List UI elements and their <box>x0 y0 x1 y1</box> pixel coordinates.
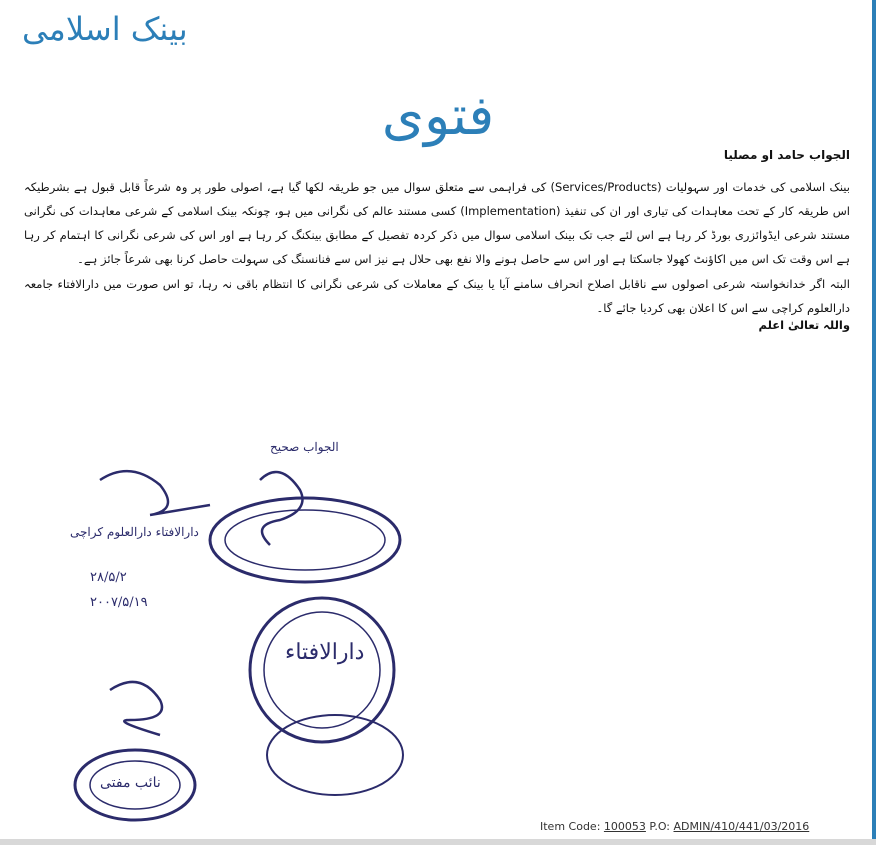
fatwa-paragraph-2: البتہ اگر خدانخواستہ شرعی اصولوں سے ناقابل اصلاح انحراف سامنے آیا یا بینک کے معاملات کی شرعی نگرانی کا انتظام باقی نہ رہا، تو اس صورت میں دارالافتاء جامعہ دارالعلوم کراچی سے اس کا اعلان بھی کردیا جائے گا۔ <box>24 277 850 315</box>
item-code-value: 100053 <box>603 820 646 833</box>
seal-text-c: دارالافتاء <box>285 640 365 665</box>
seal-text-d: نائب مفتی <box>100 775 161 791</box>
closing-line: واللہ تعالیٰ اعلم <box>758 318 850 332</box>
stamps-drawing <box>60 430 405 825</box>
seal-text-b: الجواب صحیح <box>270 440 339 454</box>
bank-logo: بینک اسلامی <box>22 10 188 48</box>
po-value: ADMIN/410/441/03/2016 <box>673 820 810 833</box>
greeting-line: الجواب حامد او مصلیا <box>723 148 850 162</box>
po-label: P.O: <box>649 820 670 833</box>
fatwa-paragraph-1: بینک اسلامی کی خدمات اور سہولیات (Services/Products) کی فراہمی سے متعلق سوال میں جو طریقہ لکھا گیا ہے، اصولی طور پر وہ شرعاً قابل قبول ہے بشرطیکہ اس طریقہ کار کے تحت معاہدات کی تیاری اور ان کی تنفیذ (Implementation) کسی مستند عالم کی نگرانی میں ہو، چونکہ بینک اسلامی کے شرعی معاہدات کی نگرانی مستند شرعی ایڈوائزری بورڈ کر رہا ہے اس لئے جب تک بینک اسلامی سوال میں ذکر کردہ تفصیل کے مطابق بینکنگ کر رہا ہے اور اس کی شرعی نگرانی کا اہتمام کر رہا ہے اس وقت تک اس میں اکاؤنٹ کھولا جاسکتا ہے اور اس سے حاصل ہونے والا نفع بھی حلال ہے نیز اس سے فنانسنگ کی سہولت حاصل کرنا بھی شرعاً جائز ہے۔ <box>24 180 850 266</box>
seal-date-2: ۲۰۰۷/۵/۱۹ <box>90 595 148 610</box>
seals-and-signatures <box>60 430 405 825</box>
seal-text-a: دارالافتاء دارالعلوم کراچی <box>70 525 199 539</box>
item-code-label: Item Code: <box>540 820 601 833</box>
bottom-bar <box>0 839 876 845</box>
document-title: فتوی <box>381 84 495 147</box>
item-code-line <box>540 820 809 833</box>
seal-date-1: ۲۸/۵/۲ <box>90 570 127 585</box>
